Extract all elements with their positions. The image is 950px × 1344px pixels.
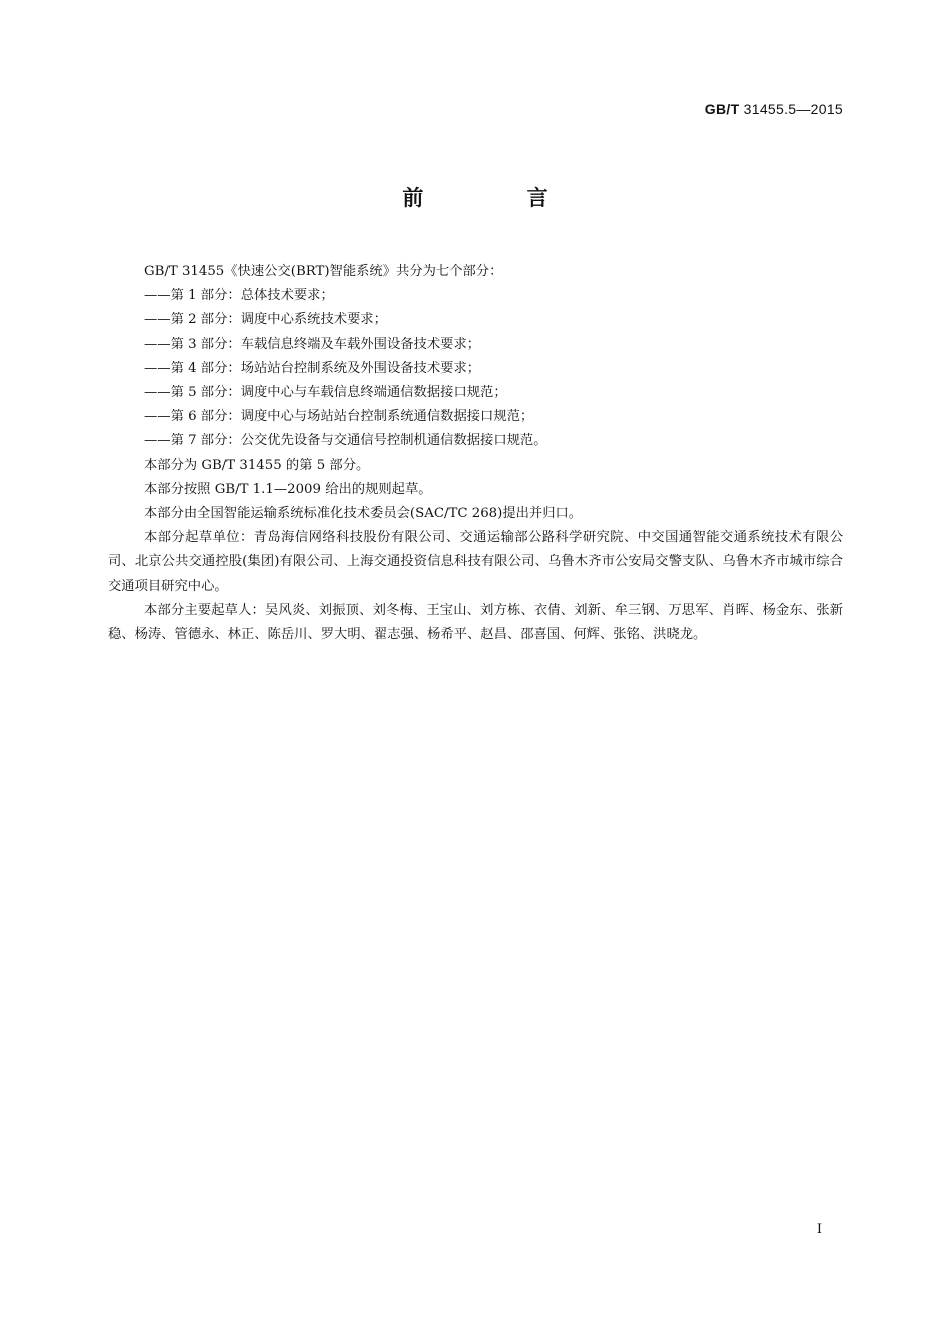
page-number: I [816,1222,822,1237]
page-title: 前 言 [402,186,596,210]
part-of-paragraph: 本部分为 GB/T 31455 的第 5 部分。 [144,457,370,473]
part-list-item-5: ——第 5 部分：调度中心与车载信息终端通信数据接口规范； [144,385,507,401]
intro-paragraph: GB/T 31455《快速公交(BRT)智能系统》共分为七个部分： [144,264,503,279]
proposed-by-paragraph: 本部分由全国智能运输系统标准化技术委员会(SAC/TC 268)提出并归口。 [144,506,583,522]
part-list-item-7: ——第 7 部分：公交优先设备与交通信号控制机通信数据接口规范。 [144,433,547,449]
part-list-item-1: ——第 1 部分：总体技术要求； [144,288,334,304]
drafters-paragraph: 本部分主要起草人：吴风炎、刘振顶、刘冬梅、王宝山、刘方栋、衣倩、刘新、牟三钢、万思军、肖晖、杨金东、张新稳、杨涛、管德永、林正、陈岳川、罗大明、翟志强、杨希平、赵昌、邵喜国、何辉、张铭、洪晓龙。 [108,602,843,643]
standard-code-prefix: GB/T [704,101,740,117]
standard-code-number: 31455.5—2015 [743,101,843,117]
part-list-item-6: ——第 6 部分：调度中心与场站站台控制系统通信数据接口规范； [144,409,534,425]
drafting-units-paragraph: 本部分起草单位：青岛海信网络科技股份有限公司、交通运输部公路科学研究院、中交国通智能交通系统技术有限公司、北京公共交通控股(集团)有限公司、上海交通投资信息科技有限公司、乌鲁木齐市公安局交警支队、乌鲁木齐市城市综合交通项目研究中心。 [108,530,843,594]
part-list-item-2: ——第 2 部分：调度中心系统技术要求； [144,312,387,328]
standard-code [705,101,843,117]
part-list-item-4: ——第 4 部分：场站站台控制系统及外围设备技术要求； [144,360,481,376]
foreword-body [108,260,843,647]
part-list-item-3: ——第 3 部分：车载信息终端及车载外围设备技术要求； [144,336,481,352]
drafting-rules-paragraph: 本部分按照 GB/T 1.1—2009 给出的规则起草。 [144,481,432,497]
